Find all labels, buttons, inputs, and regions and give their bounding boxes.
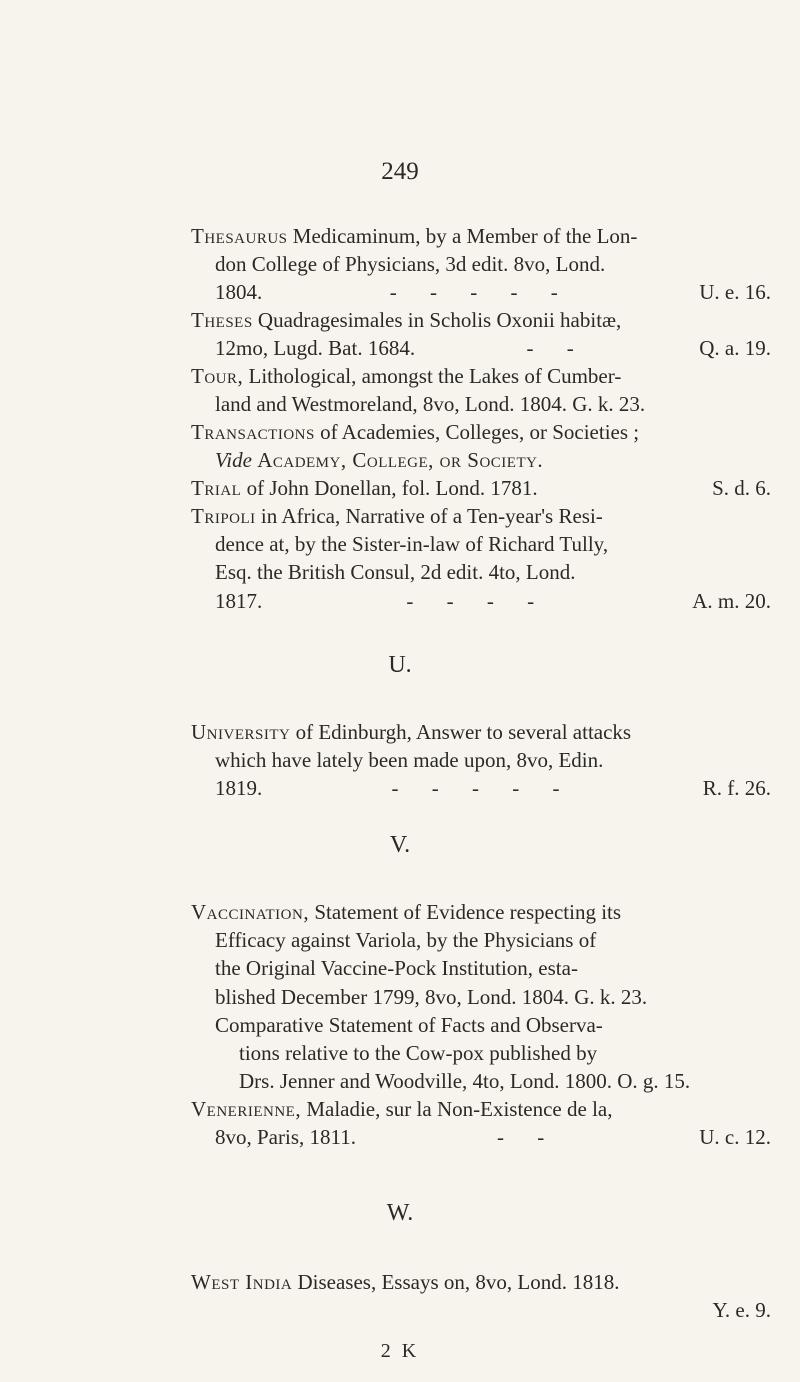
entry-final-line [191, 334, 771, 362]
entry-text: Esq. the British Consul, 2d edit. 4to, Lond. [215, 560, 576, 585]
entry-date: 8vo, Paris, 1811. [215, 1125, 356, 1150]
shelf-mark: S. d. 6. [712, 476, 771, 500]
entry-head: Transactions [191, 420, 315, 444]
entry-head: Tripoli [191, 504, 256, 528]
entry-text: of Edinburgh, Answer to several attacks [295, 720, 632, 744]
entry-final-line [191, 1123, 771, 1151]
entry-head: West India [191, 1270, 293, 1294]
page-number: 249 [381, 158, 419, 185]
entry-text: which have lately been made upon, 8vo, Edin. [215, 748, 604, 773]
entry-trial [191, 474, 771, 502]
entry-date: 1817. [215, 588, 263, 613]
section-letter-u: U. [388, 652, 412, 678]
entry-text: Statement of Evidence respecting its [314, 900, 622, 924]
entry-university [191, 718, 771, 803]
signature-mark: 2 K [380, 1340, 420, 1362]
entry-tripoli [191, 502, 771, 615]
section-letter-w: W. [386, 1200, 414, 1226]
entry-date: 1804. [215, 280, 263, 305]
entry-final-line [191, 474, 771, 502]
entry-text: land and Westmoreland, 8vo, Lond. 1804. G. k. 23. [215, 392, 646, 417]
entry-text: Diseases, Essays on, 8vo, Lond. 1818. [297, 1270, 620, 1294]
entry-head: Thesaurus [191, 224, 288, 248]
cross-reference [191, 446, 771, 474]
shelf-mark: Q. a. 19. [699, 336, 771, 361]
entry-text: dence at, by the Sister-in-law of Richard Tully, [215, 532, 609, 557]
entry-text: of Academies, Colleges, or Societies ; [320, 420, 640, 444]
leader-dashes: - - - - [406, 588, 549, 613]
entry-date: 1819. [215, 776, 263, 801]
entry-west-india [191, 1268, 771, 1324]
entry-text: in Africa, Narrative of a Ten-year's Resi- [260, 504, 603, 528]
shelf-mark: U. e. 16. [699, 280, 771, 305]
shelf-mark: Y. e. 9. [712, 1298, 771, 1323]
entry-thesaurus [191, 222, 771, 307]
leader-dashes: - - - - - [389, 280, 572, 305]
entry-head: Trial [191, 476, 242, 500]
entry-date: 12mo, Lugd. Bat. 1684. [215, 336, 416, 361]
entry-venerienne [191, 1095, 771, 1151]
vide-label: Vide [215, 448, 252, 473]
leader-dashes: - - [496, 1125, 559, 1150]
entry-final-line [191, 587, 771, 615]
sub-entry-text: tions relative to the Cow-pox published by [239, 1041, 598, 1066]
entry-text: Quadragesimales in Scholis Oxonii habitæ, [257, 308, 622, 332]
entry-transactions [191, 418, 771, 474]
entry-tour [191, 362, 771, 418]
entry-vaccination [191, 898, 771, 1095]
leader-dashes: - - [526, 336, 588, 361]
entry-head: University [191, 720, 291, 744]
entry-head: Tour, [191, 364, 244, 388]
section-letter-v: V. [389, 832, 411, 858]
entry-final-line [191, 278, 771, 306]
shelf-mark: U. c. 12. [699, 1125, 771, 1150]
entry-theses [191, 306, 771, 362]
entry-text: don College of Physicians, 3d edit. 8vo, Lond. [215, 252, 606, 277]
entry-text: Maladie, sur la Non-Existence de la, [306, 1097, 613, 1121]
shelf-mark: R. f. 26. [702, 776, 771, 801]
vide-text: Academy, College, or Society. [257, 448, 544, 473]
entry-head: Theses [191, 308, 253, 332]
leader-dashes: - - - - - [391, 776, 574, 801]
entry-text: Efficacy against Variola, by the Physicians of [215, 928, 597, 953]
entry-final-line [191, 774, 771, 802]
entry-head: Venerienne, [191, 1097, 302, 1121]
entry-text: the Original Vaccine-Pock Institution, esta- [215, 956, 578, 981]
entry-text: Lithological, amongst the Lakes of Cumber- [248, 364, 622, 388]
sub-entry-text: Drs. Jenner and Woodville, 4to, Lond. 1800. O. g. 15. [239, 1069, 691, 1094]
shelf-mark: A. m. 20. [692, 588, 771, 613]
entry-head: Vaccination, [191, 900, 310, 924]
entry-text: of John Donellan, fol. Lond. 1781. [246, 476, 538, 500]
sub-entry-text: Comparative Statement of Facts and Observa- [215, 1012, 603, 1037]
entry-text: Medicaminum, by a Member of the Lon- [292, 224, 638, 248]
entry-text: blished December 1799, 8vo, Lond. 1804. G. k. 23. [215, 984, 648, 1009]
